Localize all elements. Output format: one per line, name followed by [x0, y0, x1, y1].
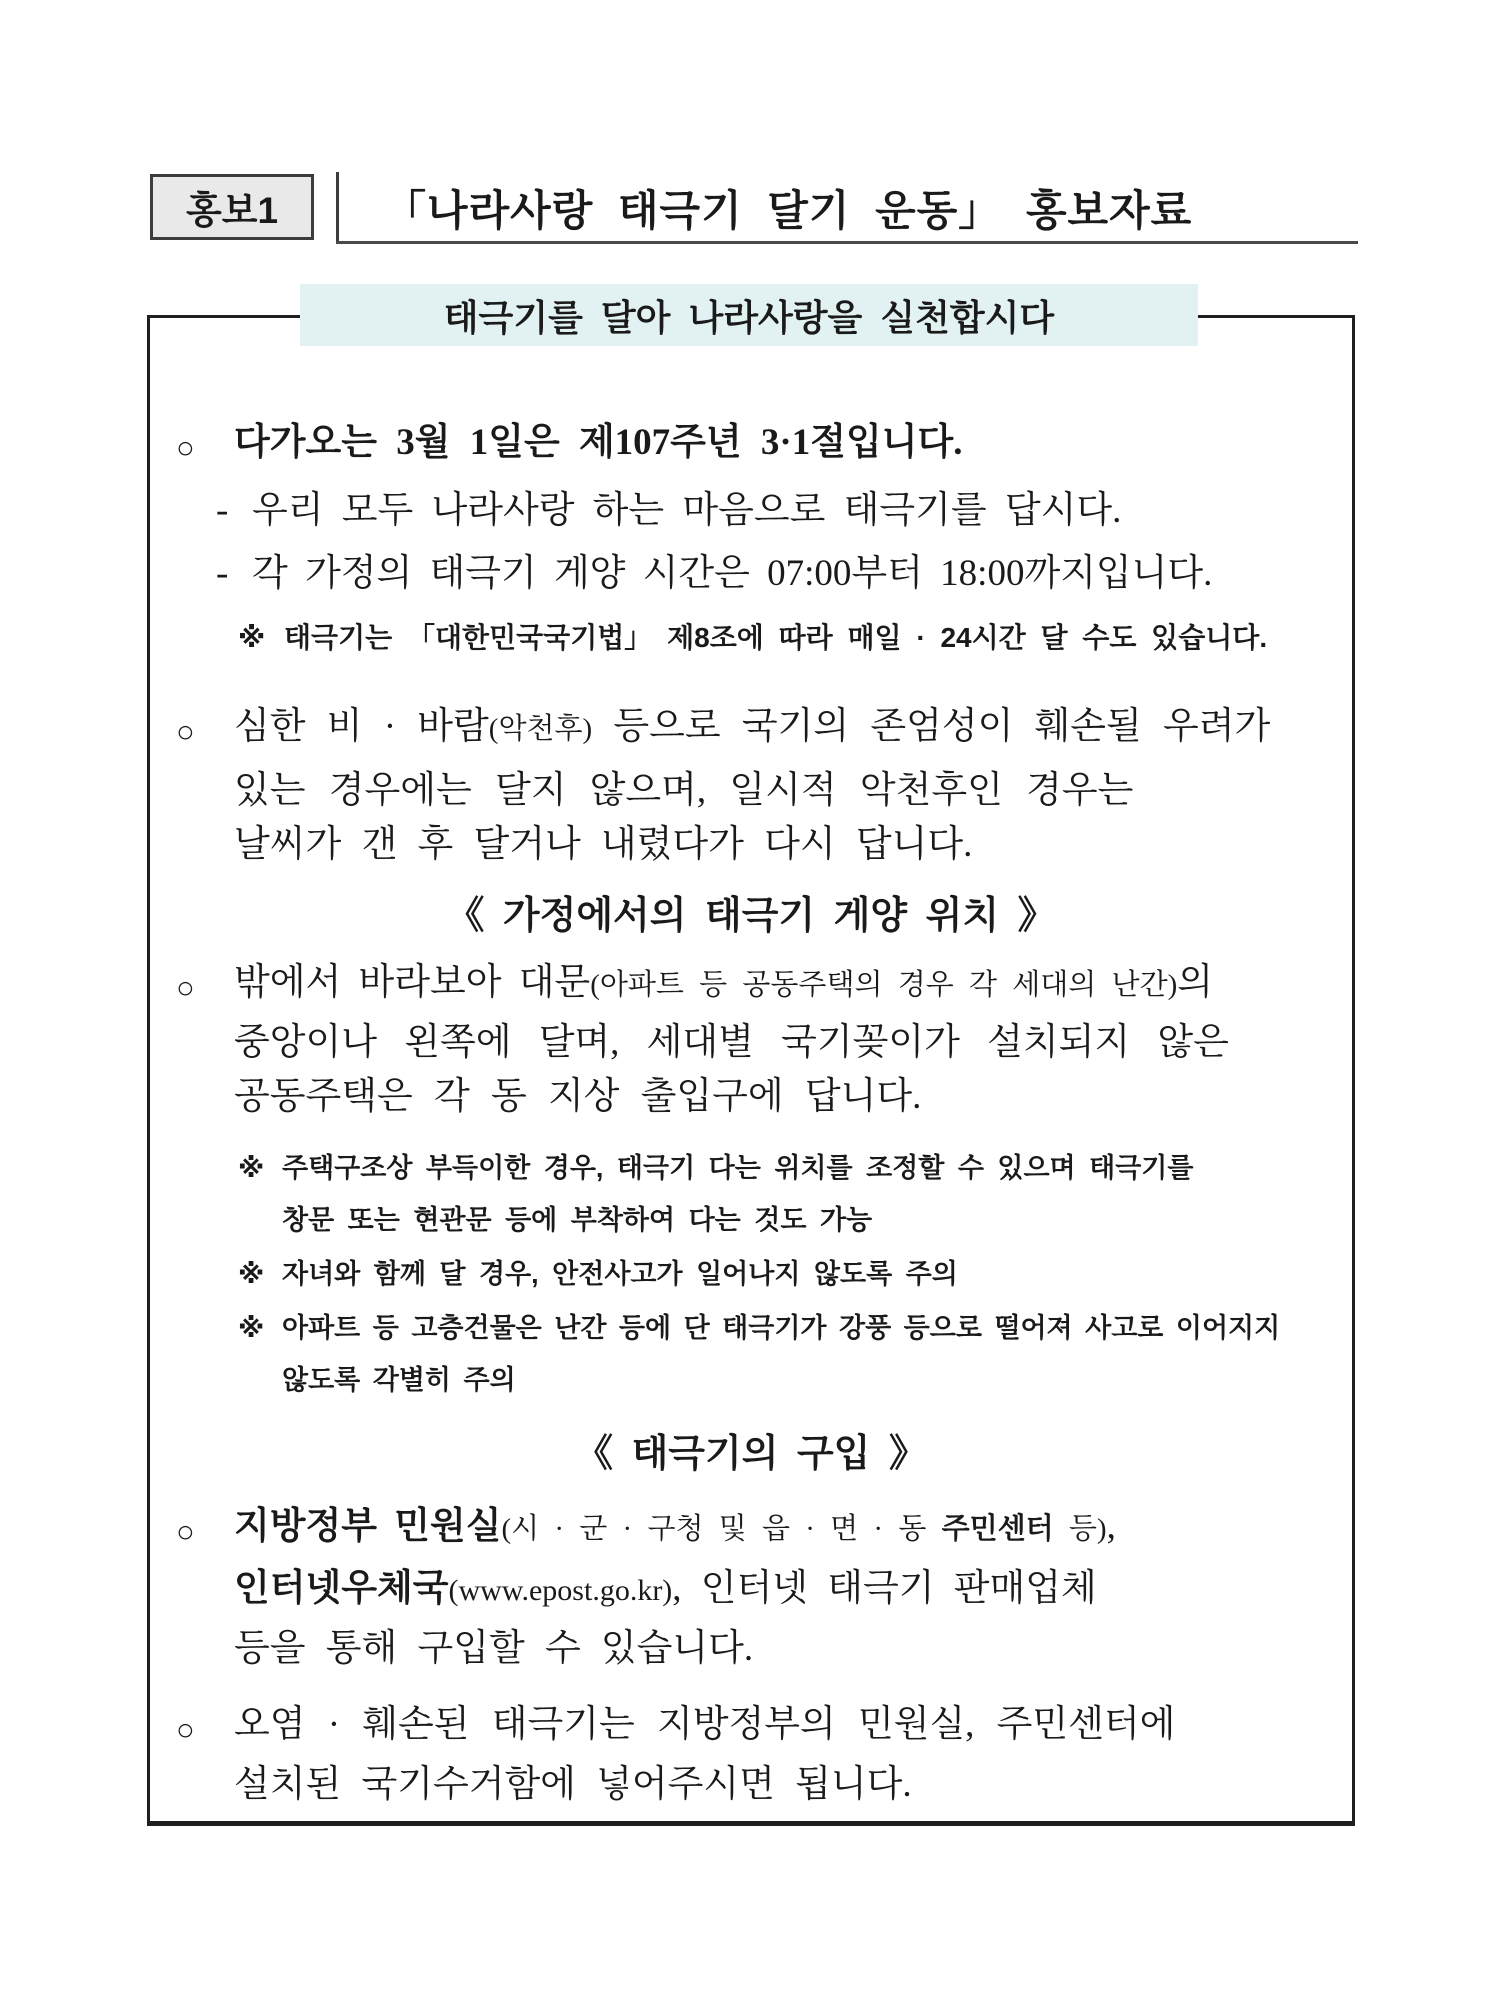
note-line: 주택구조상 부득이한 경우, 태극기 다는 위치를 조정할 수 있으며 태극기를 — [282, 1153, 1194, 1183]
paren-segment: (악천후) — [488, 713, 593, 745]
note-marker: ※ — [238, 622, 266, 653]
paragraph-line: 공동주택은 각 동 지상 출입구에 답니다. — [234, 1076, 922, 1117]
header-tag-box — [150, 174, 314, 240]
paragraph-line — [234, 1504, 1116, 1552]
paragraph-line — [234, 960, 1213, 1008]
note-marker: ※ — [238, 1313, 265, 1343]
text-segment: 심한 비 · 바람 — [234, 706, 489, 747]
paren-segment: 등) — [1053, 1513, 1107, 1545]
text-segment: , — [1106, 1506, 1116, 1547]
dash-marker: - — [216, 553, 229, 594]
note-line: 아파트 등 고층건물은 난간 등에 단 태극기가 강풍 등으로 떨어져 사고로 이어지지 — [282, 1313, 1281, 1343]
paragraph-line: 오염 · 훼손된 태극기는 지방정부의 민원실, 주민센터에 — [234, 1704, 1176, 1745]
text-segment: 밖에서 바라보아 대문 — [234, 962, 591, 1003]
bullet-circle-icon: ○ — [176, 1712, 195, 1747]
note-marker: ※ — [238, 1259, 265, 1289]
bullet-circle-icon: ○ — [176, 970, 195, 1005]
header-tag-label: 홍보1 — [185, 190, 279, 231]
note-line: 않도록 각별히 주의 — [282, 1365, 516, 1395]
paren-segment: (시 · 군 · 구청 및 읍 · 면 · 동 — [501, 1513, 942, 1545]
header-vertical-divider — [336, 172, 339, 244]
title-underline — [336, 241, 1358, 244]
text-segment-bold: 인터넷우체국 — [234, 1568, 449, 1609]
paragraph-line: 등을 통해 구입할 수 있습니다. — [234, 1628, 754, 1669]
note-line: 태극기는 「대한민국국기법」 제8조에 따라 매일 · 24시간 달 수도 있습니다. — [284, 622, 1268, 653]
paragraph-line: 다가오는 3월 1일은 제107주년 3·1절입니다. — [234, 422, 963, 463]
note-marker: ※ — [238, 1153, 265, 1183]
banner-title: 태극기를 달아 나라사랑을 실천합시다 — [300, 284, 1198, 346]
page-title: 「나라사랑 태극기 달기 운동」 홍보자료 — [384, 187, 1193, 234]
bullet-circle-icon: ○ — [176, 1514, 195, 1549]
bullet-circle-icon: ○ — [176, 714, 195, 749]
paragraph-line — [234, 704, 1270, 752]
url-segment: (www.epost.go.kr) — [448, 1574, 673, 1607]
paragraph-line: 각 가정의 태극기 게양 시간은 07:00부터 18:00까지입니다. — [252, 553, 1213, 594]
paragraph-line: 설치된 국기수거함에 넣어주시면 됩니다. — [234, 1764, 912, 1805]
paren-segment-bold: 주민센터 — [941, 1513, 1054, 1545]
paragraph-line: 날씨가 갠 후 달거나 내렸다가 다시 답니다. — [234, 824, 973, 865]
dash-marker: - — [216, 490, 229, 531]
text-segment: , 인터넷 태극기 판매업체 — [672, 1568, 1097, 1609]
paragraph-line: 우리 모두 나라사랑 하는 마음으로 태극기를 답시다. — [252, 490, 1122, 531]
text-segment: 의 — [1177, 962, 1213, 1003]
bullet-circle-icon: ○ — [176, 430, 195, 465]
paragraph-line — [234, 1566, 1097, 1614]
section-heading: 《 가정에서의 태극기 게양 위치 》 — [446, 895, 1056, 937]
note-line: 자녀와 함께 달 경우, 안전사고가 일어나지 않도록 주의 — [282, 1259, 958, 1289]
text-segment-bold: 지방정부 민원실 — [234, 1506, 502, 1547]
note-line: 창문 또는 현관문 등에 부착하여 다는 것도 가능 — [282, 1205, 873, 1235]
section-heading: 《 태극기의 구입 》 — [575, 1433, 927, 1475]
paragraph-line: 중앙이나 왼쪽에 달며, 세대별 국기꽂이가 설치되지 않은 — [234, 1022, 1229, 1063]
paren-segment: (아파트 등 공동주택의 경우 각 세대의 난간) — [590, 969, 1178, 1001]
text-segment: 등으로 국기의 존엄성이 훼손될 우려가 — [592, 706, 1271, 747]
paragraph-line: 있는 경우에는 달지 않으며, 일시적 악천후인 경우는 — [234, 770, 1134, 811]
